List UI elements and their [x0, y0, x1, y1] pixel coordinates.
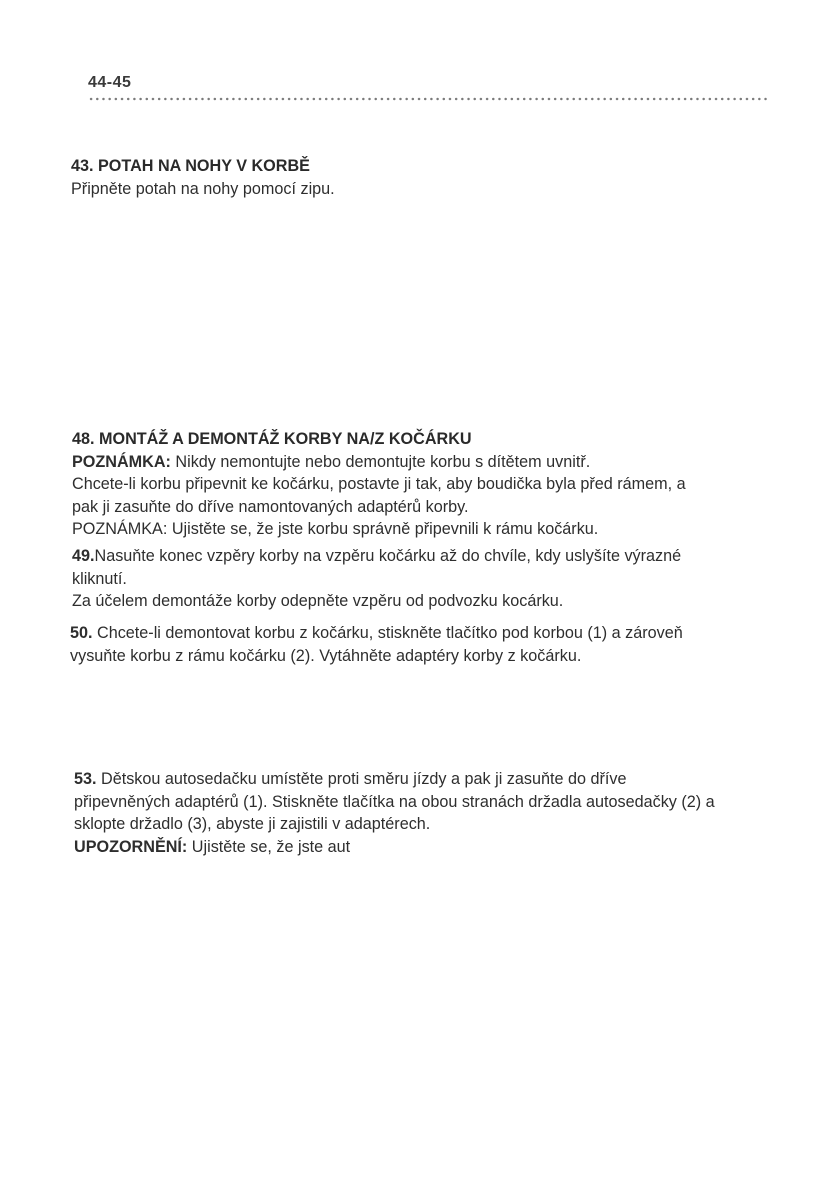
- section-49-line-2: kliknutí.: [72, 569, 127, 588]
- section-53-text-1: Dětskou autosedačku umístěte proti směru jízdy a pak ji zasuňte do dříve: [96, 770, 627, 788]
- page-number: 44-45: [88, 74, 132, 91]
- section-48-line-1: Chcete-li korbu připevnit ke kočárku, postavte ji tak, aby boudička byla před rámem, a: [72, 475, 686, 493]
- section-48-line-2: pak ji zasuňte do dříve namontovaných adaptérů korby.: [72, 497, 469, 516]
- section-48-note: [72, 451, 772, 474]
- section-48: [72, 428, 772, 541]
- section-49-text-1: Nasuňte konec vzpěry korby na vzpěru kočárku až do chvíle, kdy uslyšíte výrazné: [94, 547, 682, 565]
- section-48-line-3: POZNÁMKA: Ujistěte se, že jste korbu správně připevnili k rámu kočárku.: [72, 520, 599, 538]
- section-49: [72, 545, 772, 613]
- note-label: POZNÁMKA:: [72, 452, 171, 471]
- section-48-heading: 48. MONTÁŽ A DEMONTÁŽ KORBY NA/Z KOČÁRKU: [72, 430, 472, 448]
- section-50: [70, 622, 780, 667]
- section-50-number: 50.: [70, 624, 93, 642]
- warning-text: Ujistěte se, že jste aut: [187, 837, 351, 856]
- section-50-text-1: Chcete-li demontovat korbu z kočárku, stiskněte tlačítko pod korbou (1) a zároveň: [92, 624, 683, 642]
- section-43: [71, 155, 771, 200]
- section-49-line-3: Za účelem demontáže korby odepněte vzpěru od podvozku kocárku.: [72, 592, 564, 610]
- section-53-number: 53.: [74, 770, 97, 788]
- section-50-line-1: [70, 622, 780, 645]
- dotted-divider: [88, 97, 770, 101]
- section-49-number: 49.: [72, 547, 95, 565]
- section-53-line-3: sklopte držadlo (3), abyste ji zajistili v adaptérech.: [74, 815, 431, 833]
- warning-label: UPOZORNĚNÍ:: [74, 837, 188, 856]
- note-text: Nikdy nemontujte nebo demontujte korbu s dítětem uvnitř.: [170, 452, 591, 471]
- section-49-line-1: [72, 545, 772, 568]
- section-53: [74, 768, 774, 858]
- section-53-line-1: [74, 768, 774, 791]
- section-50-line-2: vysuňte korbu z rámu kočárku (2). Vytáhněte adaptéry korby z kočárku.: [70, 646, 582, 665]
- section-53-warning: [74, 836, 774, 859]
- section-53-line-2: připevněných adaptérů (1). Stiskněte tlačítka na obou stranách držadla autosedačky (2) a: [74, 792, 715, 811]
- section-43-text: Připněte potah na nohy pomocí zipu.: [71, 179, 335, 198]
- section-43-heading: 43. POTAH NA NOHY V KORBĚ: [71, 157, 310, 175]
